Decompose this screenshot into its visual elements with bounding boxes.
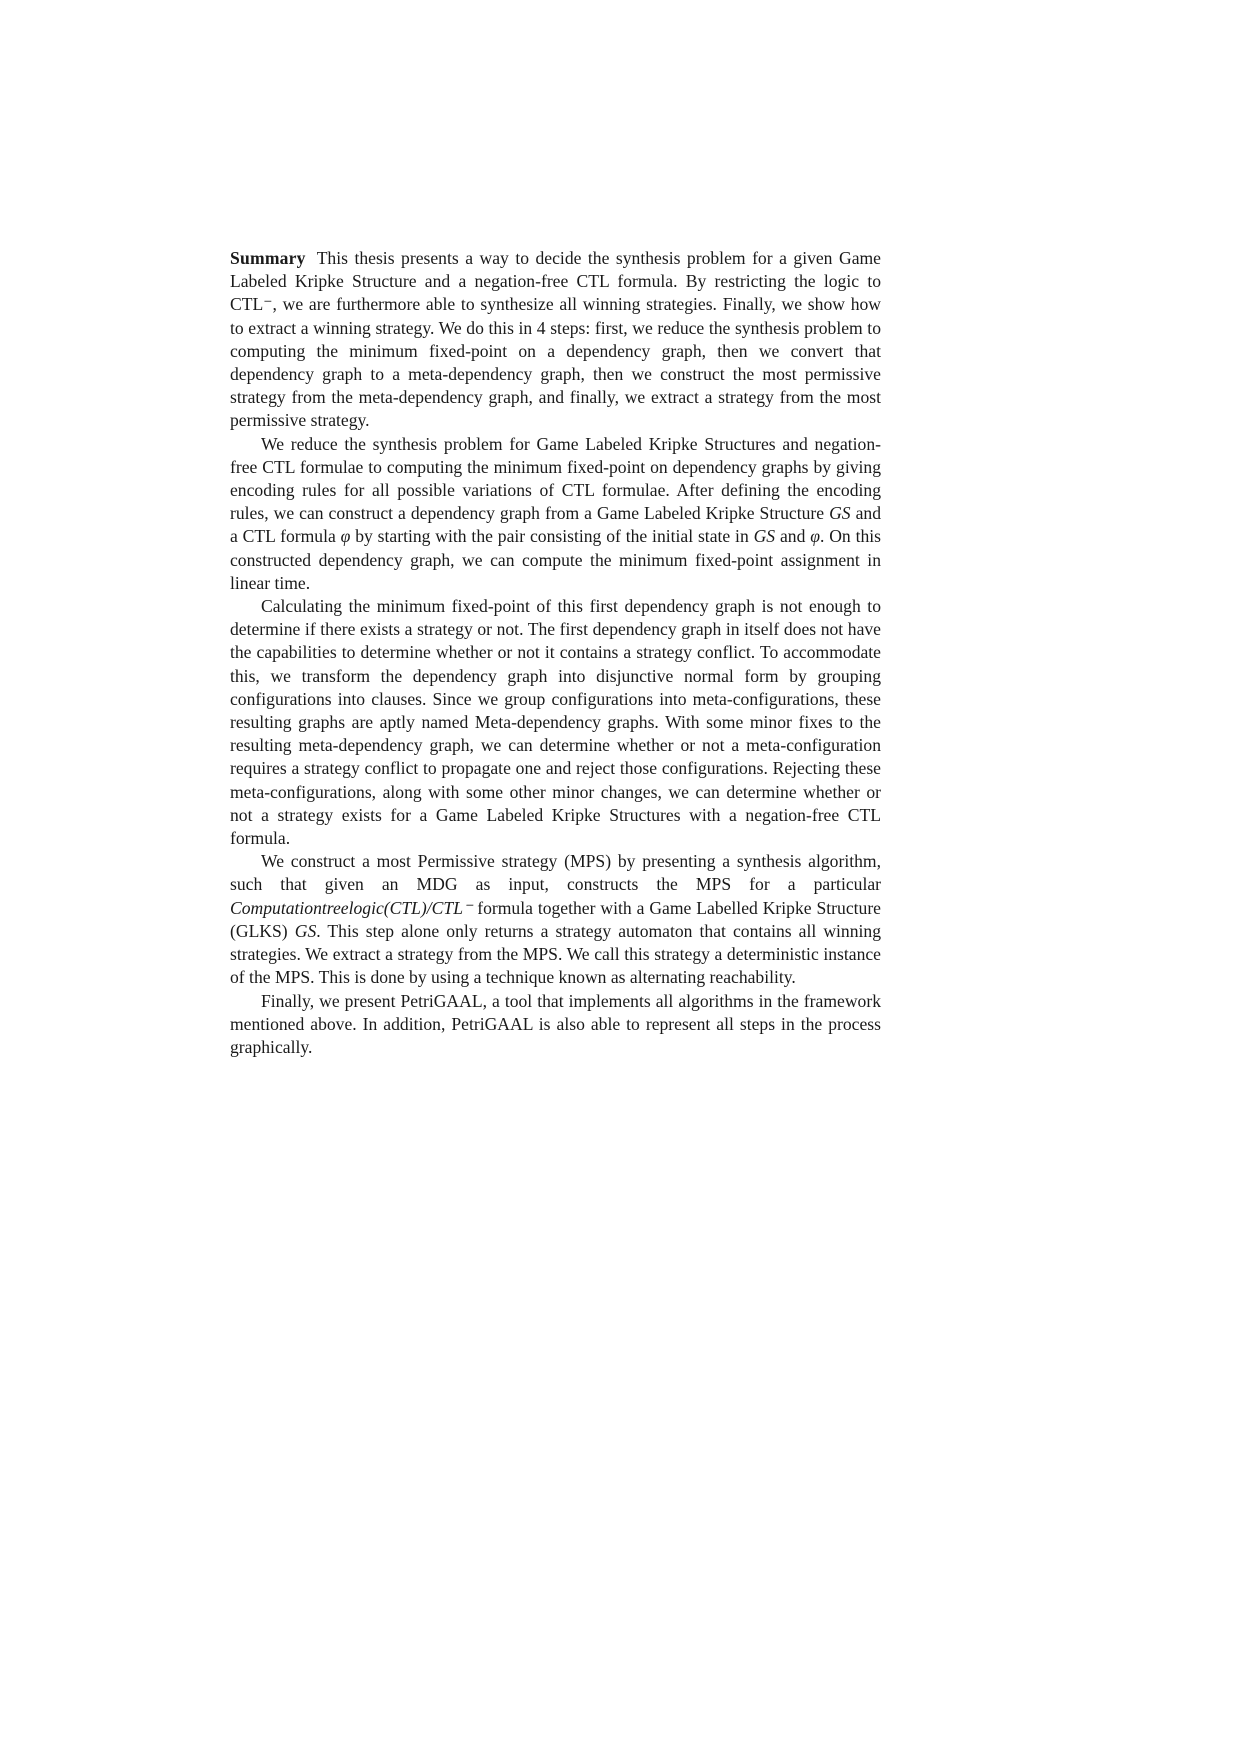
math-ctl-formula: Computationtreelogic(CTL)/CTL⁻: [230, 897, 473, 918]
math-varphi: φ: [340, 526, 351, 547]
paragraph-meta-dependency: [230, 595, 881, 850]
summary-text-block: [230, 247, 881, 1059]
math-gs: GS: [829, 503, 851, 524]
text-run: This thesis presents a way to decide the synthesis problem for a given Game Labeled Kripke Structure and a negation-free CTL formula. By restricting the logic to CTL⁻, we are furthermore able to synthesize all winning strategies. Finally, we show how to extract a winning strategy. We do this in 4 steps: first, we reduce the synthesis problem to computing the minimum fixed-point on a dependency graph, then we convert that dependency graph to a meta-dependency graph, then we construct the most permissive strategy from the meta-dependency graph, and finally, we extract a strategy from the most permissive strategy.: [230, 248, 881, 431]
math-gs: GS: [294, 920, 317, 941]
text-run: We reduce the synthesis problem for Game Labeled Kripke Structures and negation-free CTL formulae to computing the minimum fixed-point on dependency graphs by giving encoding rules for all possible variations of CTL formulae. After defining the encoding rules, we can construct a dependency graph from a Game Labeled Kripke Structure: [230, 433, 881, 524]
paragraph-most-permissive-strategy: [230, 850, 881, 989]
text-run: formula together with a Game Labelled Kripke Structure (GLKS): [230, 897, 881, 941]
paragraph-reduction: [230, 433, 881, 595]
summary-heading: Summary: [230, 248, 306, 268]
math-varphi: φ: [810, 526, 820, 547]
math-gs: GS: [753, 526, 776, 547]
text-run: . On this constructed dependency graph, we can compute the minimum fixed-point assignment in linear time.: [230, 526, 881, 593]
text-run: . This step alone only returns a strategy automaton that contains all winning strategies. We extract a strategy from the MPS. We call this strategy a deterministic instance of the MPS. This is done by using a technique known as alternating reachability.: [230, 920, 881, 988]
paragraph-intro: [230, 247, 881, 433]
text-run: and a CTL formula: [230, 503, 881, 547]
text-run: We construct a most Permissive strategy (MPS) by presenting a synthesis algorithm, such that given an MDG as input, constructs the MPS for a particular: [230, 851, 881, 895]
text-run: Finally, we present PetriGAAL, a tool that implements all algorithms in the framework mentioned above. In addition, PetriGAAL is also able to represent all steps in the process graphically.: [230, 990, 881, 1057]
text-run: and: [775, 526, 811, 547]
paragraph-petrigaal: [230, 990, 881, 1060]
text-run: Calculating the minimum fixed-point of this first dependency graph is not enough to determine if there exists a strategy or not. The first dependency graph in itself does not have the capabilities to determine whether or not it contains a strategy conflict. To accommodate this, we transform the dependency graph into disjunctive normal form by grouping configurations into clauses. Since we group configurations into meta-configurations, these resulting graphs are aptly named Meta-dependency graphs. With some minor fixes to the resulting meta-dependency graph, we can determine whether or not a meta-configuration requires a strategy conflict to propagate one and reject those configurations. Rejecting these meta-configurations, along with some other minor changes, we can determine whether or not a strategy exists for a Game Labeled Kripke Structures with a negation-free CTL formula.: [230, 596, 881, 849]
text-run: by starting with the pair consisting of the initial state in: [350, 526, 754, 547]
